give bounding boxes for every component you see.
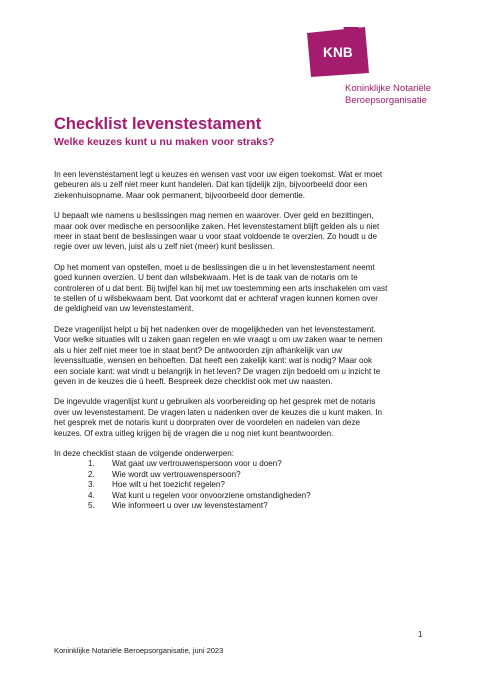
list-item <box>54 470 434 480</box>
text-line: ziekenhuisopname. Maar ook permanent, bijvoorbeeld door dementie. <box>54 190 306 200</box>
paragraph <box>54 397 434 439</box>
text-line: een sociale kant: wat vindt u belangrijk in het leven? De vragen zijn bedoeld om u inzicht te <box>54 366 381 376</box>
text-line: goed kunnen overzien. U bent dan wilsbekwaam. Het is de taak van de notaris om te <box>54 273 358 283</box>
text-line: keuzes. Of extra uitleg krijgen bij de vragen die u nog niet kunt beantwoorden. <box>54 428 334 438</box>
text-line: De ingevulde vragenlijst kunt u gebruiken als voorbereiding op het gesprek met de notaris <box>54 397 376 407</box>
text-line: Op het moment van opstellen, moet u de beslissingen die u in het levenstestament neemt <box>54 262 375 272</box>
text-line: Deze vragenlijst helpt u bij het nadenken over de mogelijkheden van het levenstestament. <box>54 324 376 334</box>
page-number: 1 <box>418 630 423 639</box>
text-line: geven in de keuzes die ú heeft. Bespreek deze checklist ook met uw naasten. <box>54 376 333 386</box>
text-line: de geldigheid van uw levenstestament. <box>54 304 194 314</box>
list-item-number: 5. <box>88 500 95 510</box>
text-line: U bepaalt wie namens u beslissingen mag nemen en waarover. Over geld en bezittingen, <box>54 211 374 221</box>
text-line: als u hier zelf niet meer toe in staat bent? De antwoorden zijn afhankelijk van uw <box>54 345 342 355</box>
text-line: levenssituatie, wensen en behoeften. Dat heeft een zakelijk kant: wat is nodig? Maar ook <box>54 356 373 366</box>
list-item <box>54 459 434 469</box>
footer-text: Koninklijke Notariële Beroepsorganisatie, juni 2023 <box>54 646 224 655</box>
paragraph <box>54 170 434 201</box>
body-text <box>54 170 434 521</box>
text-line: het gesprek met de notaris kunt u doorpraten over de voordelen en nadelen van deze <box>54 418 360 428</box>
paragraph <box>54 325 434 387</box>
logo-org-line-2: Beroepsorganisatie <box>345 94 427 106</box>
paragraph <box>54 263 434 315</box>
list-item <box>54 491 434 501</box>
text-line: te stellen of u wilsbekwaam bent. Dat voorkomt dat er achteraf vragen kunnen komen over <box>54 294 378 304</box>
list-item-number: 4. <box>88 490 95 500</box>
list-item-text: Hoe wilt u het toezicht regelen? <box>112 480 225 490</box>
text-line: gebeuren als u zelf niet meer kunt handelen. Dat kan tijdelijk zijn, bijvoorbeeld door een <box>54 180 368 190</box>
list-item <box>54 501 434 511</box>
text-line: maar ook over medische en persoonlijke zaken. Het levenstestament blijft gelden als u niet <box>54 221 380 231</box>
text-line: meer in staat bent de beslissingen waar u voor staat voldoende te overzien. Zo houdt u de <box>54 232 378 242</box>
list-item-number: 2. <box>88 469 95 479</box>
text-line: Voor welke situaties wilt u zaken gaan regelen en wie vraagt u om uw zaken waar te nemen <box>54 335 383 345</box>
list-item-number: 3. <box>88 480 95 490</box>
text-line: In een levenstestament legt u keuzes en wensen vast voor uw eigen toekomst. Wat er moet <box>54 170 383 179</box>
logo-acronym: KNB <box>323 45 353 60</box>
topics-section <box>54 449 434 511</box>
text-line: regie over uw leven, juist als u zelf niet (meer) kunt beslissen. <box>54 242 275 252</box>
document-subtitle: Welke keuzes kunt u nu maken voor straks? <box>54 136 275 148</box>
paragraph <box>54 211 434 253</box>
knb-logo <box>307 27 457 106</box>
list-item-text: Wat gaat uw vertrouwenspersoon voor u doen? <box>112 459 282 469</box>
list-item-text: Wie informeert u over uw levenstestament? <box>112 500 268 510</box>
list-item-text: Wie wordt uw vertrouwenspersoon? <box>112 469 241 479</box>
list-intro: In deze checklist staan de volgende onderwerpen: <box>54 448 234 458</box>
document-title: Checklist levenstestament <box>54 115 262 133</box>
logo-organisation-name <box>345 83 431 106</box>
list-item-text: Wat kunt u regelen voor onvoorziene omstandigheden? <box>112 490 311 500</box>
logo-org-line-1: Koninklijke Notariële <box>345 83 432 94</box>
list-item <box>54 480 434 490</box>
text-line: controleren of u dat bent. Bij twijfel kan hij met uw toestemming een arts inschakelen om vast <box>54 283 388 293</box>
text-line: over uw levenstestament. De vragen laten u nadenken over de keuzes die u kunt maken. In <box>54 407 382 417</box>
topics-list <box>54 459 434 511</box>
list-item-number: 1. <box>88 459 95 469</box>
